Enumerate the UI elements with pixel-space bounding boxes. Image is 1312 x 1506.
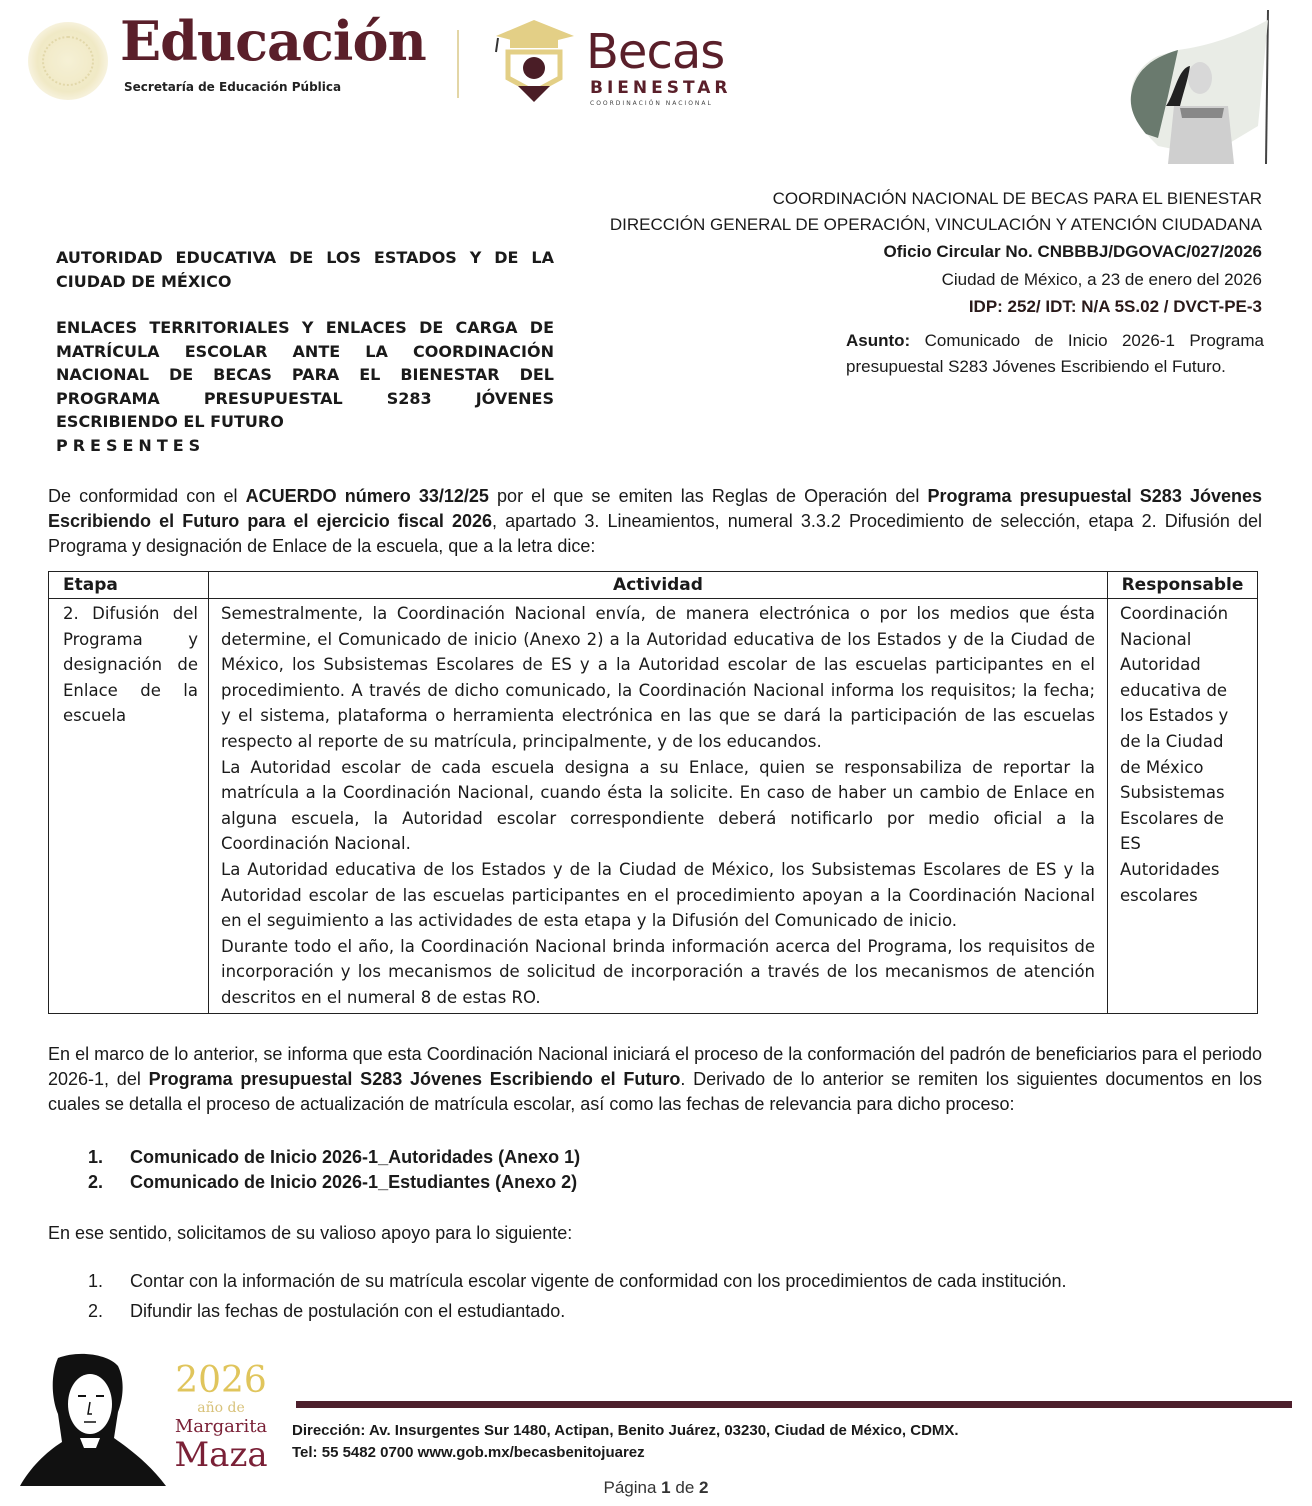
responsable-item: Subsistemas Escolares de ES — [1120, 783, 1225, 854]
page-total: 2 — [699, 1478, 709, 1497]
intro-programa: Programa presupuestal S283 Jóvenes Escribiendo el Futuro para el ejercicio fiscal 2026 — [48, 486, 1262, 531]
list-item — [88, 1170, 1262, 1195]
request-intro: En ese sentido, solicitamos de su valioso apoyo para lo siguiente: — [48, 1222, 573, 1243]
documents-list — [88, 1145, 1262, 1195]
footer-year: 2026 — [175, 1360, 267, 1401]
table-header-actividad: Actividad — [209, 572, 1108, 599]
procedure-table — [48, 571, 1258, 1014]
list-number: 2. — [88, 1300, 104, 1321]
asunto-text: Comunicado de Inicio 2026-1 Programa presupuestal S283 Jóvenes Escribiendo el Futuro. — [846, 331, 1264, 376]
responsable-item: Coordinación Nacional — [1120, 604, 1229, 649]
intro-acuerdo: ACUERDO número 33/12/25 — [245, 486, 489, 506]
header-divider — [457, 30, 459, 98]
table-cell-actividad — [209, 599, 1108, 1014]
oficio-number: Oficio Circular No. CNBBBJ/DGOVAC/027/2026 — [883, 242, 1262, 261]
educacion-logo-title: Educación — [120, 9, 426, 73]
table-cell-responsable — [1108, 599, 1258, 1014]
requests-list — [88, 1266, 1262, 1326]
framework-text-2: . Derivado de lo anterior se remiten los siguientes documentos en los cuales se detalla el proceso de actualización de matrícula escolar, así como las fechas de relevancia para dicho proceso: — [48, 1068, 1263, 1114]
intro-text-2: por el que se emiten las Reglas de Operación del — [488, 486, 928, 506]
intro-paragraph — [48, 484, 1262, 559]
graduation-cap-shield-icon — [490, 16, 578, 106]
office-header — [610, 186, 1262, 320]
addressee — [56, 246, 554, 457]
margarita-maza-portrait — [18, 1352, 168, 1486]
actividad-paragraph: Durante todo el año, la Coordinación Nacional brinda información acerca del Programa, los requisitos de incorporación y los mecanismos de solicitud de incorporación a través de los mecanismos de atención descritos en el numeral 8 de estas RO. — [221, 936, 1095, 1007]
becas-logo-subtitle: BIENESTAR — [590, 78, 732, 98]
framework-programa: Programa presupuestal S283 Jóvenes Escribiendo el Futuro — [148, 1068, 681, 1089]
footer-ano-de: año de — [197, 1400, 245, 1416]
actividad-paragraph: La Autoridad educativa de los Estados y de la Ciudad de México, los Subsistemas Escolares de ES y la Autoridad escolar de las escuelas participantes en el procedimiento apoyan a la Coordinación Nacional en el seguimiento a las actividades de esta etapa y la Difusión del Comunicado de inicio. — [221, 859, 1095, 931]
list-number: 1. — [88, 1146, 104, 1167]
framework-paragraph — [48, 1042, 1262, 1117]
footer-year-logo — [162, 1362, 280, 1473]
table-header-etapa: Etapa — [49, 572, 209, 599]
footer-contact — [292, 1420, 959, 1464]
framework-text-1: En el marco de lo anterior, se informa que esta Coordinación Nacional iniciará el proceso de la conformación del padrón de beneficiarios para el periodo 2026-1, del — [48, 1043, 1262, 1089]
woman-with-flag-illustration — [1118, 6, 1282, 164]
intro-text-1: De conformidad con el — [48, 486, 246, 506]
document-body — [48, 484, 1262, 1326]
footer-address: Dirección: Av. Insurgentes Sur 1480, Actipan, Benito Juárez, 03230, Ciudad de México, CDMX. — [292, 1422, 959, 1439]
table-cell-etapa: 2. Difusión del Programa y designación de Enlace de la escuela — [49, 599, 209, 1014]
becas-logo-coordinacion: COORDINACIÓN NACIONAL — [590, 100, 713, 107]
asunto — [846, 328, 1264, 380]
table-header-responsable: Responsable — [1108, 572, 1258, 599]
office-direction: DIRECCIÓN GENERAL DE OPERACIÓN, VINCULACIÓN Y ATENCIÓN CIUDADANA — [609, 215, 1262, 234]
table-header-row — [49, 572, 1258, 599]
list-item — [88, 1266, 1262, 1296]
page-label: Página — [603, 1478, 657, 1497]
addressee-block-2: ENLACES TERRITORIALES Y ENLACES DE CARGA DE MATRÍCULA ESCOLAR ANTE LA COORDINACIÓN NACIONAL DE BECAS PARA EL BIENESTAR DEL PROGRAMA PRESUPUESTAL S283 JÓVENES ESCRIBIENDO EL FUTURO — [56, 318, 554, 431]
educacion-logo-subtitle: Secretaría de Educación Pública — [124, 80, 342, 94]
mexico-coat-of-arms-icon — [28, 22, 108, 100]
idp-reference: IDP: 252/ IDT: N/A 5S.02 / DVCT-PE-3 — [968, 297, 1262, 316]
page-number — [400, 1478, 912, 1498]
list-number: 2. — [88, 1171, 104, 1192]
table-row — [49, 599, 1258, 1014]
document-name: Comunicado de Inicio 2026-1_Autoridades (Anexo 1) — [130, 1146, 581, 1167]
responsable-item: Autoridad educativa de los Estados y de la Ciudad de México — [1120, 655, 1229, 777]
list-item — [88, 1145, 1262, 1170]
office-name: COORDINACIÓN NACIONAL DE BECAS PARA EL BIENESTAR — [772, 189, 1262, 208]
actividad-paragraph: Semestralmente, la Coordinación Nacional envía, de manera electrónica o por los medios que ésta determine, el Comunicado de inicio (Anexo 2) a la Autoridad educativa de los Estados y de la Ciudad de México, los Subsistemas Escolares de ES y a la Autoridad escolar de las escuelas participantes en el procedimiento. A través de dicho comunicado, la Coordinación Nacional informa los requisitos; la fecha; y el sistema, plataforma o herramienta electrónica en las que se dará la participación de las escuelas respecto al reporte de su matrícula, principalmente, y de los educandos. — [221, 604, 1095, 751]
footer-maza: Maza — [174, 1435, 268, 1475]
list-item — [88, 1296, 1262, 1326]
intro-text-3: , apartado 3. Lineamientos, numeral 3.3.2 Procedimiento de selección, etapa 2. Difusión del Programa y designación de Enlace de la escuela, que a la letra dice: — [48, 511, 1262, 556]
footer-tel: Tel: 55 5482 0700 www.gob.mx/becasbenitojuarez — [292, 1444, 645, 1461]
list-number: 1. — [88, 1270, 104, 1291]
document-name: Comunicado de Inicio 2026-1_Estudiantes (Anexo 2) — [130, 1171, 578, 1192]
footer-divider — [296, 1401, 1292, 1408]
request-text: Contar con la información de su matrícula escolar vigente de conformidad con los procedimientos de cada institución. — [130, 1270, 1067, 1291]
page-current: 1 — [661, 1478, 671, 1497]
asunto-label: Asunto: — [846, 331, 911, 350]
addressee-block-1: AUTORIDAD EDUCATIVA DE LOS ESTADOS Y DE LA CIUDAD DE MÉXICO — [56, 248, 554, 291]
actividad-paragraph: La Autoridad escolar de cada escuela designa a su Enlace, quien se responsabiliza de reportar la matrícula a la Coordinación Nacional, cuando ésta la solicite. En caso de haber un cambio de Enlace en alguna escuela, la Autoridad escolar correspondiente deberá notificarlo por medio oficial a la Coordinación Nacional. — [221, 757, 1095, 854]
document-date: Ciudad de México, a 23 de enero del 2026 — [941, 270, 1262, 289]
addressee-presentes: PRESENTES — [56, 435, 206, 455]
becas-logo-title: Becas — [586, 24, 725, 80]
footer-margarita: Margarita — [174, 1416, 268, 1437]
request-text: Difundir las fechas de postulación con el estudiantado. — [130, 1300, 566, 1321]
page-of: de — [675, 1478, 695, 1497]
responsable-item: Autoridades escolares — [1120, 859, 1220, 905]
